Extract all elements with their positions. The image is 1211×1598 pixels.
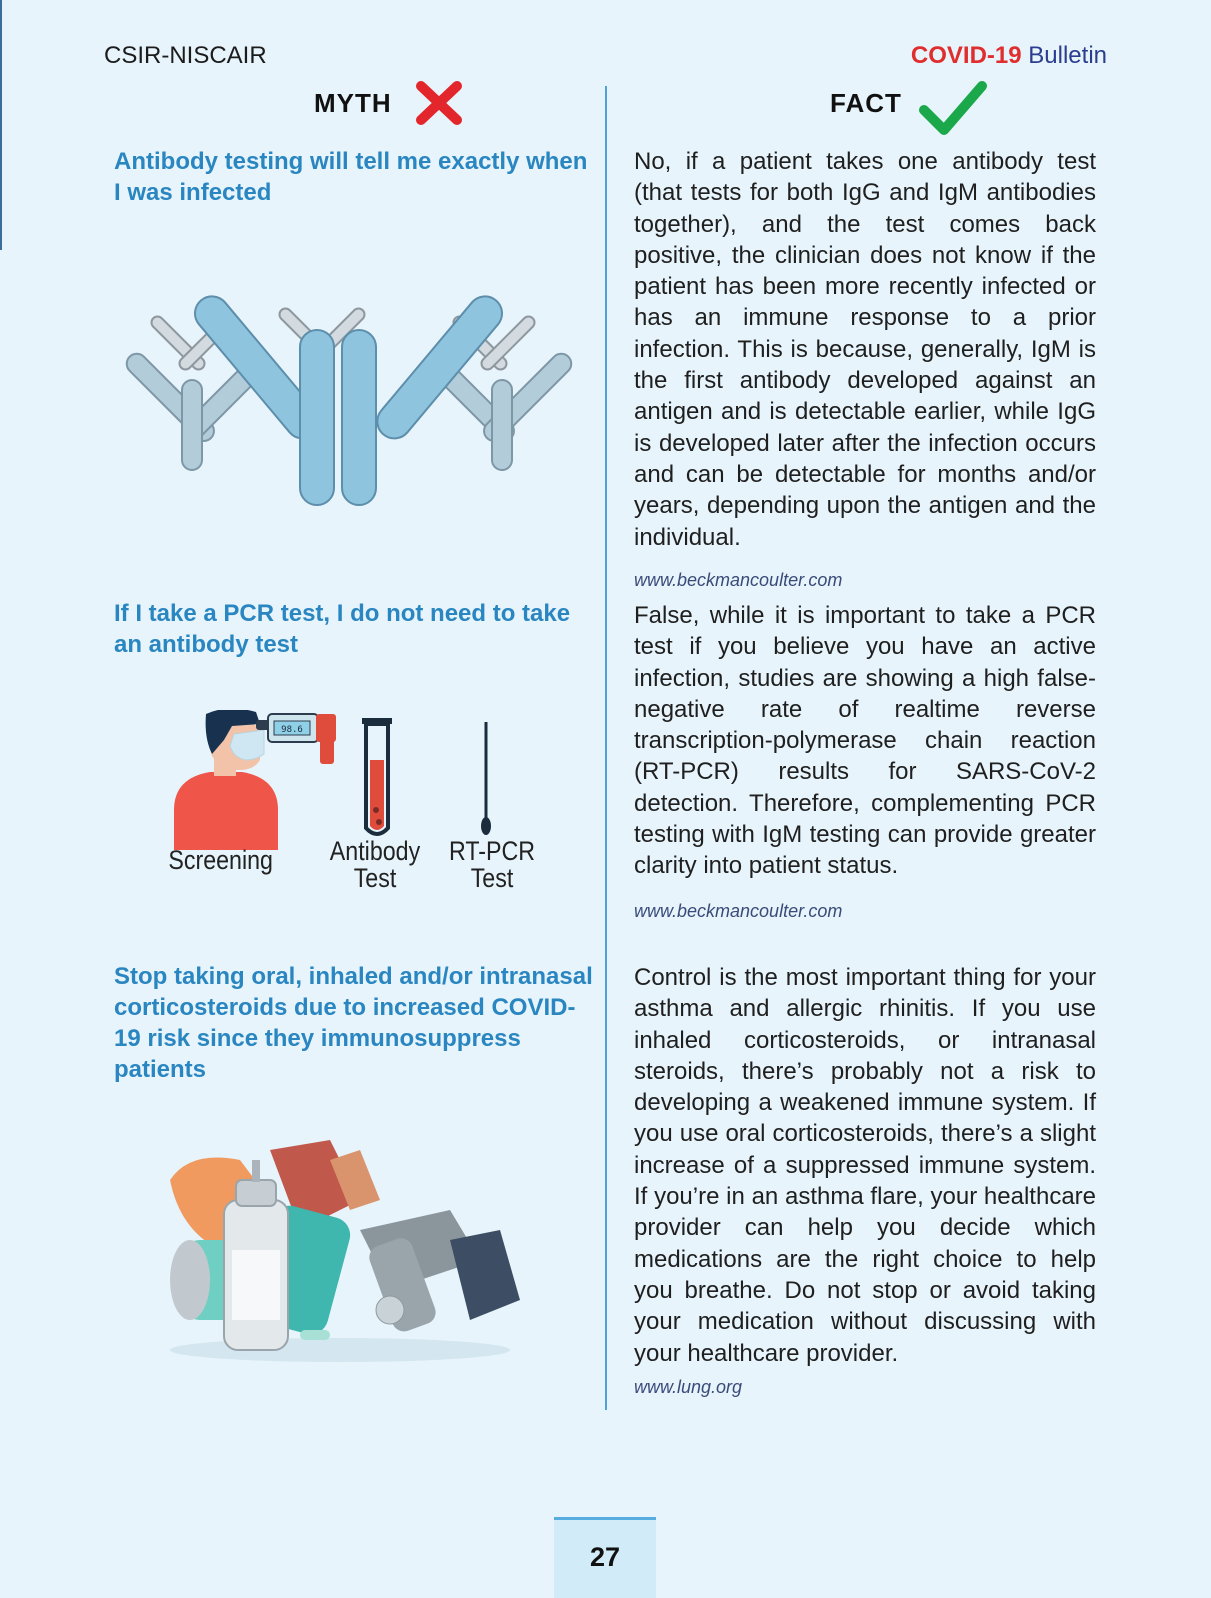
bulletin-title-word: Bulletin: [1028, 42, 1107, 69]
rt-pcr-swab-icon: [481, 722, 491, 835]
testing-illustration: [160, 710, 560, 850]
bulletin-title: [911, 42, 1107, 70]
page-edge-line: [0, 0, 2, 250]
column-divider: [605, 86, 607, 1410]
source-link-3[interactable]: www.lung.org: [634, 1377, 743, 1397]
fact-text-3: Control is the most important thing for your asthma and allergic rhinitis. If you use inhaled corticosteroids, or intranasal steroids, there’s probably not a risk to developing a weakened immune system. If you use oral corticosteroids, there’s a slight increase of a suppressed immune system. If you’re in an asthma flare, your healthcare provider can help you decide which medications are the right choice to help you breathe. Do not stop or avoid taking your medication without discussing with your healthcare provider.: [634, 964, 1096, 1367]
myth-statement-3: Stop taking oral, inhaled and/or intranasal corticosteroids due to increased COVID-19 risk since they immunosuppress patients: [114, 963, 593, 1083]
myth-statement-2: If I take a PCR test, I do not need to take an antibody test: [114, 600, 571, 658]
page-number: 27: [589, 1542, 621, 1572]
rt-pcr-test-label: RT-PCR Test: [448, 836, 535, 893]
thermometer-icon: [256, 714, 336, 764]
antibody-illustration: [120, 280, 580, 510]
cross-icon: [415, 80, 463, 126]
antibody-test-label: Antibody Test: [329, 836, 421, 893]
page-number-tab: [554, 1517, 656, 1598]
fact-column-title: FACT: [830, 88, 902, 118]
bulletin-title-covid: COVID-19: [910, 42, 1022, 69]
fact-text-1: No, if a patient takes one antibody test (that tests for both IgG and IgM antibodies together), and the test comes back positive, the clinician does not know if the patient has been more recently infected or has an immune response to a prior infection. This is because, generally, IgM is the first antibody developed against an antigen and is detectable earlier, while IgG is developed later after the infection occurs and can be detectable for months and/or years, depending upon the antigen and the individual.: [634, 148, 1096, 551]
source-link-1[interactable]: www.beckmancoulter.com: [634, 570, 843, 590]
inhalers-illustration: [150, 1140, 530, 1370]
antibody-test-tube-icon: [362, 718, 392, 834]
screening-person-icon: [174, 710, 278, 850]
fact-text-2: False, while it is important to take a PCR test if you believe you have an active infection, studies are showing a high false-negative rate of realtime reverse transcription-polymerase chain reaction (RT-PCR) results for SARS-CoV-2 detection. Therefore, complementing PCR testing with IgM testing can provide greater clarity into patient status.: [634, 602, 1096, 880]
checkmark-icon: [918, 78, 988, 138]
thermometer-reading: 98.6: [281, 725, 303, 735]
myth-statement-1: Antibody testing will tell me exactly when I was infected: [114, 148, 588, 206]
myth-column-title: MYTH: [314, 88, 392, 118]
publisher-name: CSIR-NISCAIR: [104, 42, 267, 69]
screening-label: Screening: [168, 845, 273, 875]
source-link-2[interactable]: www.beckmancoulter.com: [634, 901, 843, 921]
